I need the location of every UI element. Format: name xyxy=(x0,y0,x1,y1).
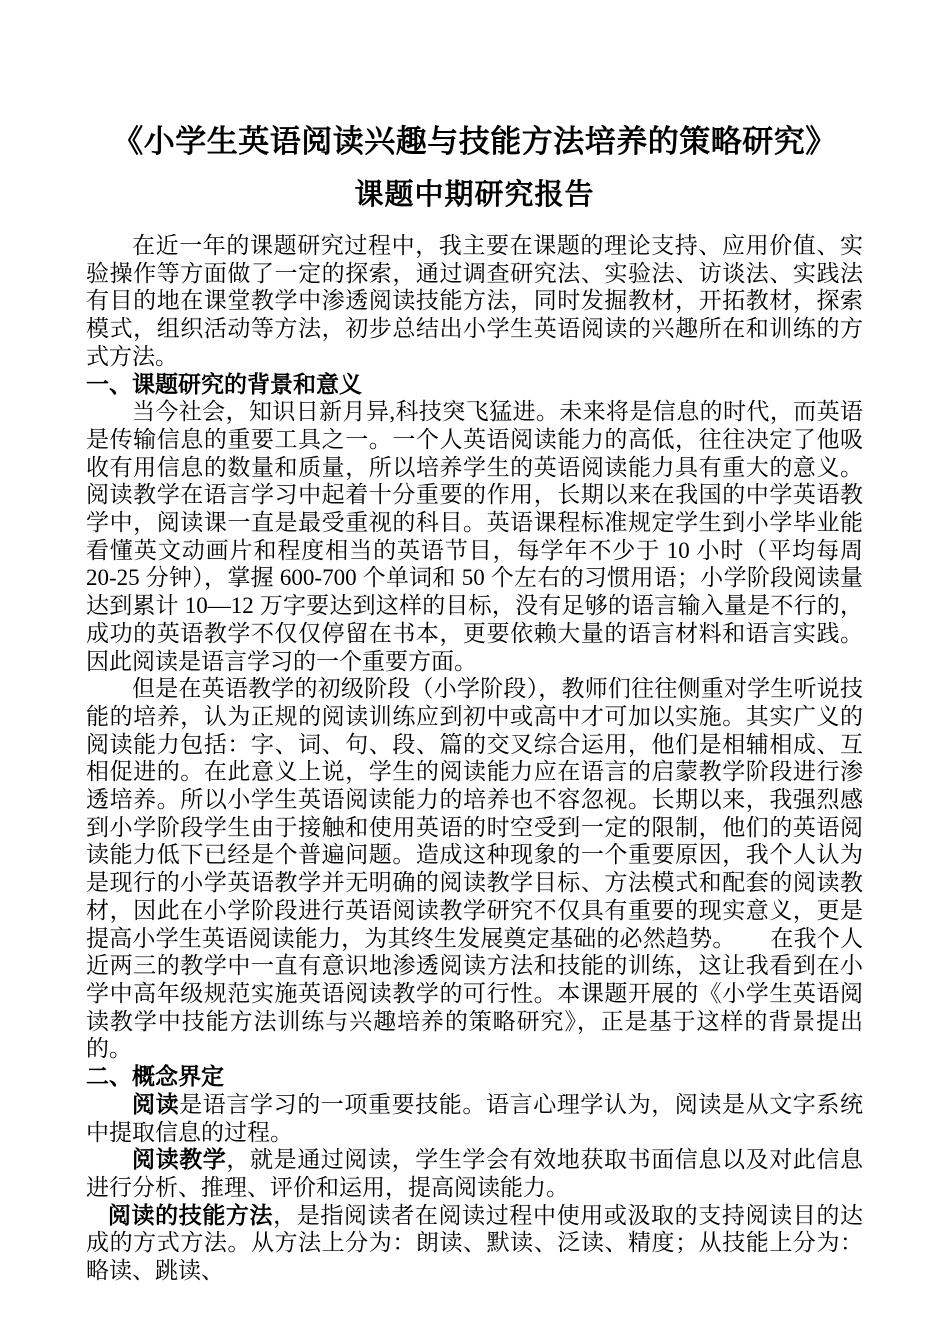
definition-reading-teaching-term: 阅读教学 xyxy=(132,1147,227,1173)
document-subtitle: 课题中期研究报告 xyxy=(354,179,595,211)
intro-paragraph: 在近一年的课题研究过程中，我主要在课题的理论支持、应用价值、实验操作等方面做了一定的探索，通过调查研究法、实验法、访谈法、实践法有目的地在课堂教学中渗透阅读技能方法，同时发掘教材，开拓教材，探索模式，组织活动等方法，初步总结出小学生英语阅读的兴趣所在和训练的方式方法。 xyxy=(86,233,863,369)
document-title: 《小学生英语阅读兴趣与技能方法培养的策略研究》 xyxy=(112,124,837,159)
definition-reading-teaching-text: ，就是通过阅读，学生学会有效地获取书面信息以及对此信息进行分析、推理、评价和运用，提高阅读能力。 xyxy=(86,1147,864,1200)
definition-reading-skills-paragraph xyxy=(86,1202,863,1285)
section-1-paragraph-2: 但是在英语教学的初级阶段（小学阶段），教师们往往侧重对学生听说技能的培养，认为正规的阅读训练应到初中或高中才可加以实施。其实广义的阅读能力包括：字、词、句、段、篇的交叉综合运用，他们是相辅相成、互相促进的。在此意义上说，学生的阅读能力应在语言的启蒙教学阶段进行渗透培养。所以小学生英语阅读能力的培养也不容忽视。长期以来，我强烈感到小学阶段学生由于接触和使用英语的时空受到一定的限制，他们的英语阅读能力低下已经是个普遍问题。造成这种现象的一个重要原因，我个人认为是现行的小学英语教学并无明确的阅读教学目标、方法模式和配套的阅读教材，因此在小学阶段进行英语阅读教学研究不仅具有重要的现实意义，更是提高小学生英语阅读能力，为其终生发展奠定基础的必然趋势。 在我个人近两三的教学中一直有意识地渗透阅读方法和技能的训练，这让我看到在小学中高年级规范实施英语阅读教学的可行性。本课题开展的《小学生英语阅读教学中技能方法训练与兴趣培养的策略研究》，正是基于这样的背景提出的。 xyxy=(86,676,863,1062)
section-2-heading: 二、概念界定 xyxy=(86,1064,224,1090)
section-1-heading: 一、课题研究的背景和意义 xyxy=(86,371,362,397)
definition-reading-teaching-paragraph xyxy=(86,1146,863,1201)
definition-reading-term: 阅读 xyxy=(132,1091,180,1117)
definition-reading-skills-text: ，是指阅读者在阅读过程中使用或汲取的支持阅读目的达成的方式方法。从方法上分为：朗读、默读、泛读、精度；从技能上分为：略读、跳读、 xyxy=(86,1202,864,1284)
document-body xyxy=(86,232,863,1285)
definition-reading-paragraph xyxy=(86,1091,863,1146)
definition-reading-text: 是语言学习的一项重要技能。语言心理学认为，阅读是从文字系统中提取信息的过程。 xyxy=(86,1091,864,1145)
section-1-paragraph-1: 当今社会，知识日新月异,科技突飞猛进。未来将是信息的时代，而英语是传输信息的重要工具之一。一个人英语阅读能力的高低，往往决定了他吸收有用信息的数量和质量，所以培养学生的英语阅读能力具有重大的意义。阅读教学在语言学习中起着十分重要的作用，长期以来在我国的中学英语教学中，阅读课一直是最受重视的科目。英语课程标准规定学生到小学毕业能看懂英文动画片和程度相当的英语节目，每学年不少于 10 小时（平均每周 20-25 分钟），掌握 600-700 个单词和 50 个左右的习惯用语；小学阶段阅读量达到累计 10—12 万字要达到这样的目标，没有足够的语言输入量是不行的，成功的英语教学不仅仅停留在书本，更要依赖大量的语言材料和语言实践。因此阅读是语言学习的一个重要方面。 xyxy=(86,399,863,674)
definition-reading-skills-term: 阅读的技能方法 xyxy=(107,1202,274,1228)
